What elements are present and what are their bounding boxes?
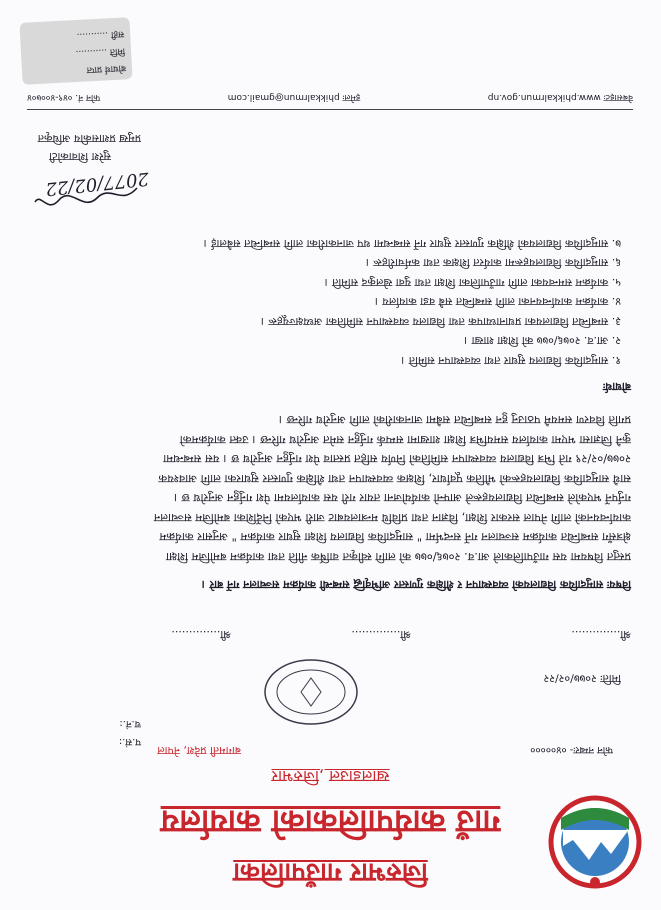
- signatory-title: प्रमुख प्रशासकीय अधिकृत: [37, 132, 141, 145]
- cc-item: ७. सामुदायिक विद्यालयको शैक्षिक गुणस्तर सुधार गर्ने सम्बन्धमा थप जानकारीका लागि सम्बन्धित सबैलाई ।: [203, 237, 621, 250]
- cc-item: १. सामुदायिक विद्यालय सुधार तथा व्यवस्थापन समिति ।: [401, 354, 621, 367]
- handwritten-date: 2077/02/22: [44, 167, 150, 200]
- cc-list: [41, 234, 621, 371]
- body-line: साथै सामुदायिक विद्यालयहरूको भौतिक पूर्वाधार, शिक्षक व्यवस्थापन तथा शैक्षिक गुणस्तर सुधारका लागि आवश्यक: [158, 472, 631, 486]
- cc-item: ५. कार्यक्रम समन्वयका लागि गाउँपालिका शिक्षा तथा युवा खेलकुद समिति ।: [324, 276, 621, 289]
- footer-website: वेबसाइटः www.phikkalrmun.gov.np: [487, 92, 633, 102]
- body-line: क्षेत्रसँग सम्बन्धित कार्यक्रम सञ्चालन गर्ने सन्दर्भमा " सामुदायिक विद्यालय शिक्षा सुधार कार्यक्रम " अनुसार कार्यक्रम: [159, 530, 631, 545]
- cc-item: २. आ.व. २०७६/०७७ को शिक्षा शाखा ।: [464, 334, 621, 348]
- phone-header: फोन नम्बरः- ०४०००००: [530, 744, 613, 755]
- footer-email: इमेलः phikkalrmun@gmail.com: [227, 92, 361, 102]
- cc-item: ३. सम्बन्धित विद्यालयका प्रधानाध्यापक तथा विद्यालय व्यवस्थापन समितिका अध्यक्षज्यूहरू ।: [260, 315, 621, 328]
- letter-footer: [27, 85, 633, 110]
- cc-item: ४. कार्यक्रम कार्यान्वयनका लागि सम्बन्धित सबै वडा कार्यालय ।: [374, 295, 621, 309]
- cc-item: ६. सामुदायिक विद्यालयहरूमा कार्यरत शिक्षक तथा कर्मचारीहरू ।: [365, 256, 621, 270]
- signatory-name: सुरेश शिवाकोटी: [49, 150, 111, 163]
- municipality-name: जिरुभार गाउँपालिका: [233, 857, 428, 887]
- office-seal: [261, 656, 361, 728]
- body-paragraph: [31, 410, 631, 566]
- body-line: कुनै जिज्ञासा भएमा कार्यालय समयभित्र शिक्षा शाखामा सम्पर्क गर्नुहुन समेत अनुरोध गरिन्छ । उक्त कार्यक्रमको: [179, 433, 631, 447]
- pa-sa-label: प.सं.:: [118, 736, 141, 747]
- stamp-line: सही ...........: [76, 28, 125, 41]
- stamp-line: बोधार्थ प्राप्त: [86, 62, 127, 75]
- body-line: प्रगति विवरण समयमै पठाउनु हुन सम्बन्धित सबैमा जानकारीको लागि अनुरोध गरिन्छ ।: [278, 413, 631, 428]
- signature-scribble: [31, 180, 141, 210]
- recipient-left: श्री..............: [571, 628, 631, 641]
- office-address: खालडाउल ,जिरुभार: [271, 767, 390, 786]
- cc-title: बोधार्थः: [603, 380, 631, 393]
- stamp-line: मिति ...........: [75, 45, 126, 59]
- cha-na-label: च.नं.:: [119, 718, 141, 729]
- body-line: २०७७/०२/२९ गते भित्र विद्यालय व्यवस्थापन समितिको निर्णय सहित प्रस्ताव पेश गर्नुहुन अनुरोध छ । यस सम्बन्धमा: [163, 452, 631, 467]
- body-line: गर्नुपर्ने भएकोले सम्बन्धित विद्यालयहरूले आफ्नो कार्ययोजना तयार गरी यस कार्यालयमा पेश गर्नुहुन अनुरोध छ ।: [173, 491, 631, 506]
- body-line: कार्यान्वयनको लागि नेपाल सरकार शिक्षा, विज्ञान तथा प्रविधि मन्त्रालयबाट जारी भएको निर्देशिका बमोजिम सञ्चालन: [153, 511, 631, 525]
- office-name: गाउँ कार्यपालिकाको कार्यालय: [160, 803, 501, 841]
- province-text: बागमती प्रदेश, नेपाल: [157, 744, 241, 757]
- recipient-right: श्री..............: [171, 628, 231, 641]
- letter-date: मितिः २०७७/०२/२२: [543, 672, 621, 685]
- subject-line: विषयः सामुदायिक विद्यालयको व्यवस्थापन र शैक्षिक गुणस्तर अभिवृद्धि सम्बन्धी कार्यक्रम सञ्चालन गर्ने बारे ।: [201, 578, 631, 591]
- body-line: प्रस्तुत विषयमा यस गाउँपालिकाले आ.व. २०७६/०७७ को लागि स्वीकृत वार्षिक नीति तथा कार्यक्रम बमोजिम शिक्षा: [165, 550, 631, 564]
- recipient-center: श्री..............: [351, 628, 411, 641]
- received-stamp: [19, 17, 132, 85]
- footer-phone: फोन नं. ०४९-४००७०४: [27, 92, 101, 102]
